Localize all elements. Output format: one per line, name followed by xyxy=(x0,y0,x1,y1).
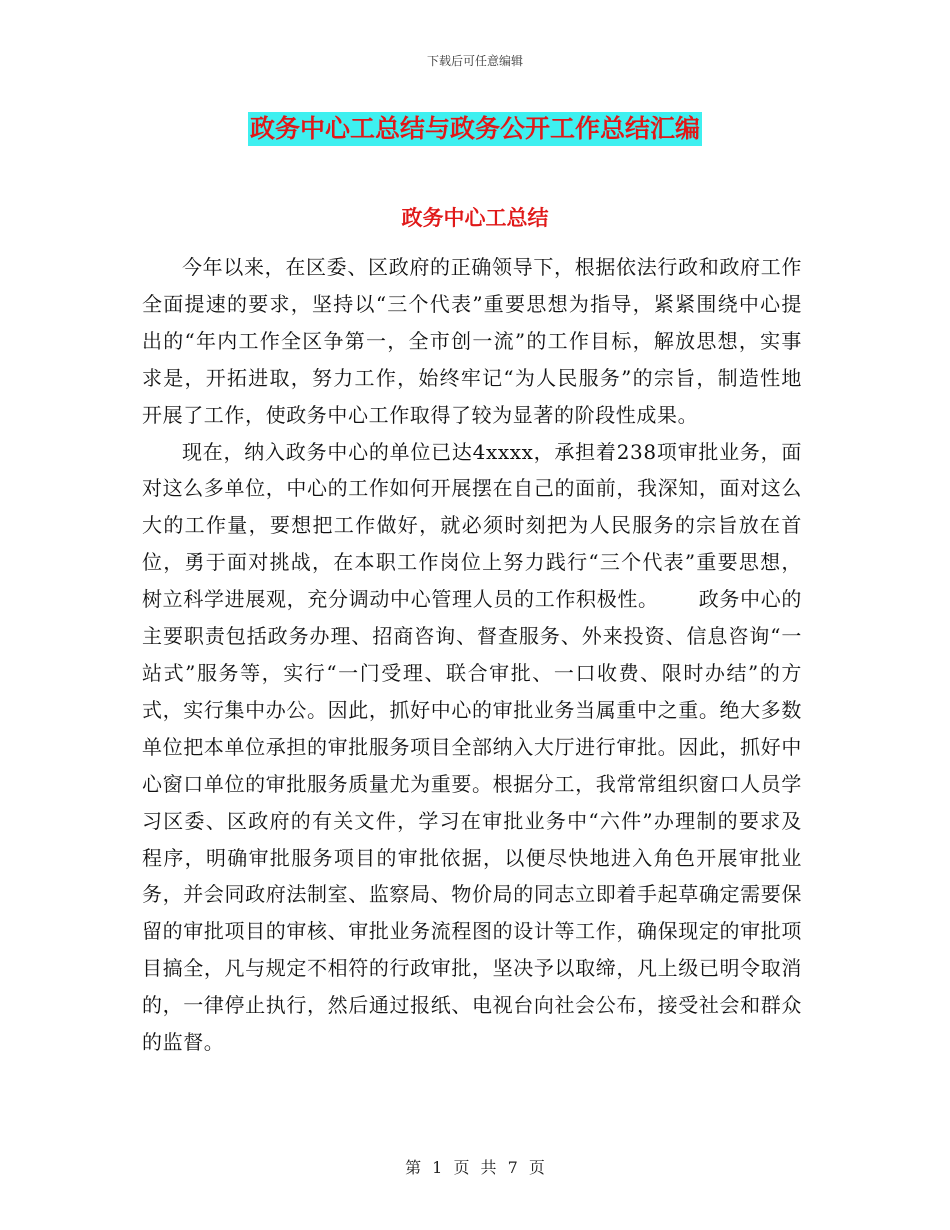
header-note: 下载后可任意编辑 xyxy=(426,54,523,68)
paragraph-3: 政务中心的主要职责包括政务办理、招商咨询、督查服务、外来投资、信息咨询“一站式”服务等，实行“一门受理、联合审批、一口收费、限时办结”的方式，实行集中办公。因此，抓好中心的审批业务当属重中之重。绝大多数单位把本单位承担的审批服务项目全部纳入大厅进行审批。因此，抓好中心窗口单位的审批服务质量尤为重要。根据分工，我常常组织窗口人员学习区委、区政府的有关文件，学习在审批业务中“六件”办理制的要求及程序，明确审批服务项目的审批依据，以便尽快地进入角色开展审批业务，并会同政府法制室、监察局、物价局的同志立即着手起草确定需要保留的审批项目的审核、审批业务流程图的设计等工作，确保现定的审批项目搞全，凡与规定不相符的行政审批，坚决予以取缔，凡上级已明令取消的，一律停止执行，然后通过报纸、电视台向社会公布，接受社会和群众的监督。 xyxy=(142,587,803,1055)
paragraph-2-text: 现在，纳入政务中心的单位已达4xxxx，承担着238项审批业务，面对这么多单位，中心的工作如何开展摆在自己的面前，我深知，面对这么大的工作量，要想把工作做好，就必须时刻把为人民服务的宗旨放在首位，勇于面对挑战，在本职工作岗位上努力践行“三个代表”重要思想，树立科学进展观，充分调动中心管理人员的工作积极性。 xyxy=(142,439,802,612)
document-title xyxy=(0,112,950,146)
paragraph-1: 今年以来，在区委、区政府的正确领导下，根据依法行政和政府工作全面提速的要求，坚持以“三个代表”重要思想为指导，紧紧围绕中心提出的“年内工作全区争第一，全市创一流”的工作目标，解放思想，实事求是，开拓进取，努力工作，始终牢记“为人民服务”的宗旨，制造性地开展了工作，使政务中心工作取得了较为显著的阶段性成果。 xyxy=(142,255,802,427)
document-body xyxy=(142,249,802,1061)
page-number: 第 1 页 共 7 页 xyxy=(405,1158,545,1177)
document-title-text: 政务中心工总结与政务公开工作总结汇编 xyxy=(248,112,702,146)
paragraph-2 xyxy=(142,434,802,1061)
section-title: 政务中心工总结 xyxy=(401,205,549,230)
